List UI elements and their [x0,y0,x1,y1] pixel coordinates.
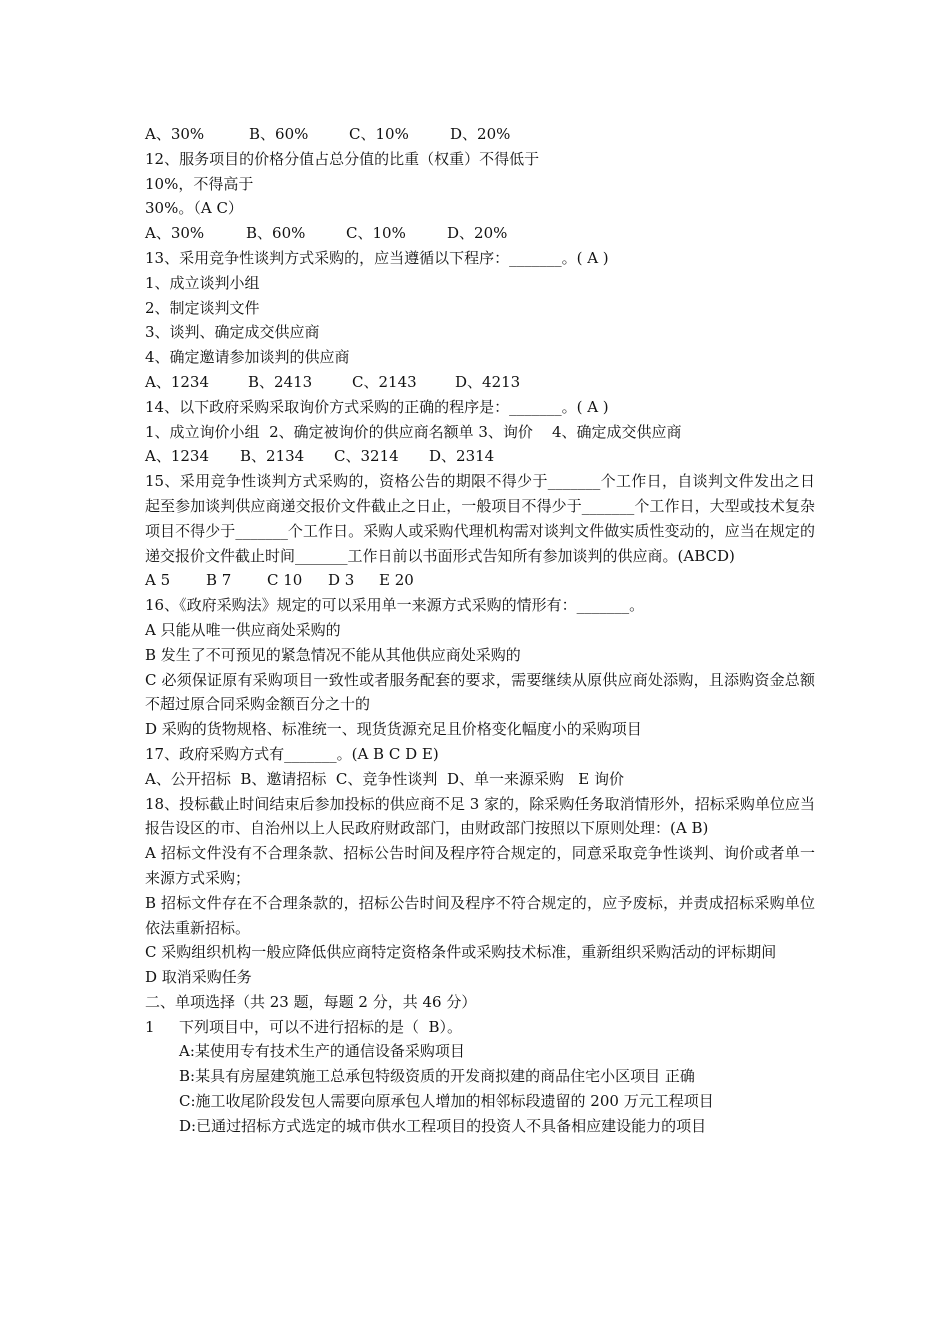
q16-option-c: C 必须保证原有采购项目一致性或者服务配套的要求，需要继续从原供应商处添购，且添购资金总额不超过原合同采购金额百分之十的 [145,670,815,714]
q11-option-c: C、10% [349,125,409,143]
q15-option-b: B 7 [206,571,232,590]
q13-option-c: C、2143 [352,372,417,391]
q13-stem: 13、采用竞争性谈判方式采购的，应当遵循以下程序：_______。( A ) [145,248,609,267]
s2-q1-option-c: C:施工收尾阶段发包人需要向原承包人增加的相邻标段遗留的 200 万元工程项目 [179,1092,714,1111]
q14-option-b: B、2134 [240,447,305,466]
s2-q1-option-d: D:已通过招标方式选定的城市供水工程项目的投资人不具备相应建设能力的项目 [179,1116,707,1135]
q14-steps: 1、成立询价小组 2、确定被询价的供应商名额单 3、询价 4、确定成交供应商 [145,422,682,441]
q11-option-a: A、30% [145,125,205,143]
q13-step-3: 3、谈判、确定成交供应商 [145,323,320,342]
q13-option-a: A、1234 [145,372,210,391]
q15-options [145,568,815,593]
q12-option-c: C、10% [346,224,406,243]
q16-option-d: D 采购的货物规格、标准统一、现货货源充足且价格变化幅度小的采购项目 [145,720,642,739]
q16-option-b: B 发生了不可预见的紧急情况不能从其他供应商处采购的 [145,645,521,664]
q13-step-4: 4、确定邀请参加谈判的供应商 [145,348,350,367]
document-page [145,122,815,1139]
q17-options: A、公开招标 B、邀请招标 C、竞争性谈判 D、单一来源采购 E 询价 [145,769,624,788]
q12-line-3: 30%。（A C） [145,199,243,218]
q13-options [145,370,815,395]
q18-option-d: D 取消采购任务 [145,968,252,987]
q11-option-b: B、60% [249,125,309,143]
q11-option-d: D、20% [450,125,511,143]
q16-option-a: A 只能从唯一供应商处采购的 [145,620,341,639]
s2-q1-option-a: A:某使用专有技术生产的通信设备采购项目 [179,1042,465,1061]
s2-q1-number: 1 [145,1017,155,1036]
q12-option-b: B、60% [246,224,306,243]
q12-option-a: A、30% [145,224,205,243]
section-2-heading: 二、单项选择（共 23 题，每题 2 分，共 46 分） [145,992,477,1011]
q15-stem: 15、采用竞争性谈判方式采购的，资格公告的期限不得少于_______个工作日，自谈判文件发出之日起至参加谈判供应商递交报价文件截止之日止，一般项目不得少于_______个工作日，大型或技术复杂项目不得少于_______个工作日。采购人或采购代理机构需对谈判文件做实质性变动的，应当在规定的递交报价文件截止时间_______工作日前以书面形式告知所有参加谈判的供应商。(ABCD) [145,472,815,565]
s2-q1-stem-line [145,1015,815,1040]
s2-q1-option-b: B:某具有房屋建筑施工总承包特级资质的开发商拟建的商品住宅小区项目 正确 [179,1067,695,1086]
q15-option-e: E 20 [379,571,414,590]
q15-option-a: A 5 [145,571,171,590]
q14-option-c: C、3214 [334,447,399,466]
q14-option-a: A、1234 [145,447,210,466]
q13-step-1: 1、成立谈判小组 [145,273,260,292]
q12-options [145,221,815,246]
q11-options [145,122,815,147]
q18-stem: 18、投标截止时间结束后参加投标的供应商不足 3 家的，除采购任务取消情形外，招标采购单位应当报告设区的市、自治州以上人民政府财政部门，由财政部门按照以下原则处理：(A B) [145,794,815,838]
s2-q1-stem: 下列项目中，可以不进行招标的是（ B）。 [179,1017,463,1036]
q13-option-b: B、2413 [248,372,313,391]
q12-stem: 12、服务项目的价格分值占总分值的比重（权重）不得低于 [145,149,540,168]
q14-stem: 14、以下政府采购采取询价方式采购的正确的程序是：_______。( A ) [145,397,609,416]
q14-options [145,444,815,469]
q13-option-d: D、4213 [455,372,521,391]
q15-option-c: C 10 [267,571,303,590]
q18-option-b: B 招标文件存在不合理条款的，招标公告时间及程序不符合规定的，应予废标，并责成招标采购单位依法重新招标。 [145,893,815,937]
q12-line-2: 10%，不得高于 [145,174,254,193]
q13-step-2: 2、制定谈判文件 [145,298,260,317]
q15-option-d: D 3 [328,571,355,590]
q14-option-d: D、2314 [429,447,495,466]
q12-option-d: D、20% [447,224,508,243]
q17-stem: 17、政府采购方式有_______。(A B C D E) [145,744,439,763]
q18-option-a: A 招标文件没有不合理条款、招标公告时间及程序符合规定的，同意采取竞争性谈判、询价或者单一来源方式采购； [145,844,815,887]
q18-option-c: C 采购组织机构一般应降低供应商特定资格条件或采购技术标准，重新组织采购活动的评标期间 [145,943,777,962]
q16-stem: 16、《政府采购法》规定的可以采用单一来源方式采购的情形有：_______。 [145,596,645,615]
